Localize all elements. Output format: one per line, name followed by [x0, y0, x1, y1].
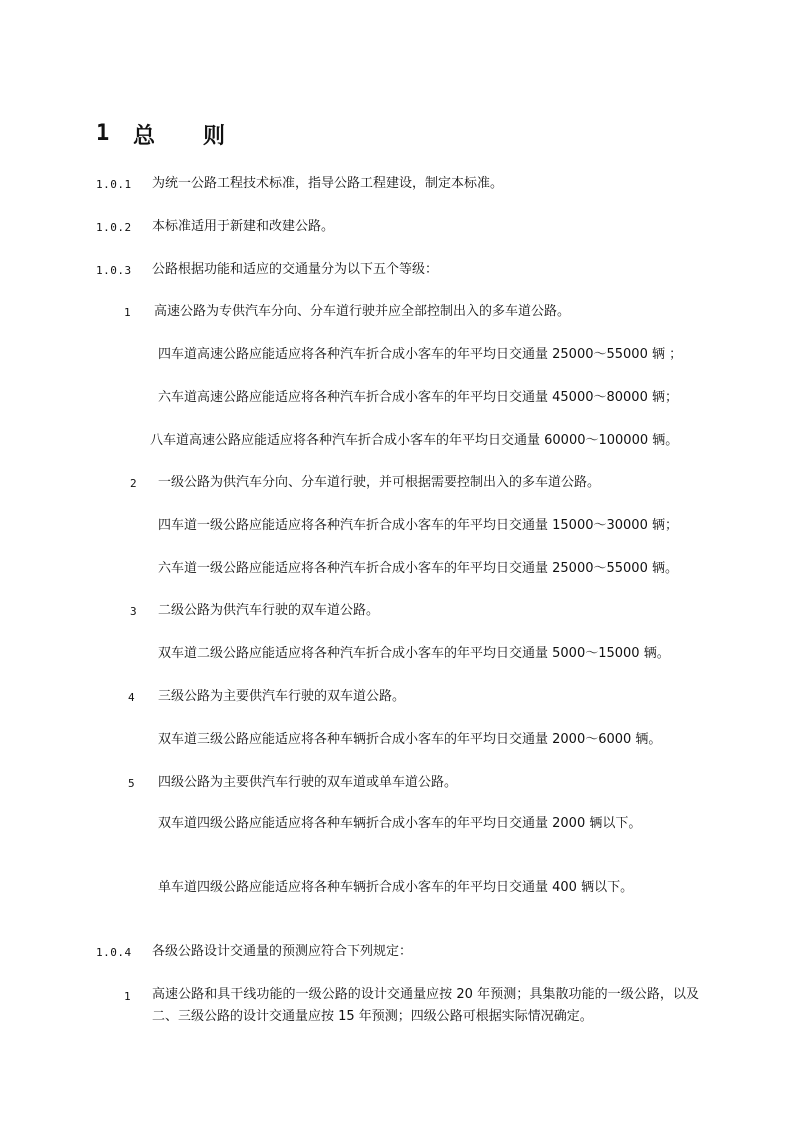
detail-text: 单车道四级公路应能适应将各种车辆折合成小客车的年平均日交通量 400 辆以下。: [158, 880, 634, 895]
detail-text: 六车道高速公路应能适应将各种汽车折合成小客车的年平均日交通量 45000～80000 辆；: [158, 390, 678, 405]
section-number: 1.0.4: [96, 946, 132, 959]
item-number: 3: [130, 605, 138, 618]
section-number: 1.0.3: [96, 264, 132, 277]
item-text: 高速公路为专供汽车分向、分车道行驶并应全部控制出入的多车道公路。: [154, 304, 571, 319]
detail-text: 双车道三级公路应能适应将各种车辆折合成小客车的年平均日交通量 2000～6000 辆。: [158, 732, 662, 747]
section-number: 1.0.2: [96, 221, 132, 234]
item-number: 1: [124, 990, 132, 1003]
section-text: 公路根据功能和适应的交通量分为以下五个等级：: [152, 262, 439, 277]
item-text: 高速公路和具干线功能的一级公路的设计交通量应按 20 年预测；具集散功能的一级公路，以及二、三级公路的设计交通量应按 15 年预测；四级公路可根据实际情况确定。: [152, 987, 699, 1024]
detail-text: 双车道四级公路应能适应将各种车辆折合成小客车的年平均日交通量 2000 辆以下。: [158, 816, 642, 831]
item-text: 二级公路为供汽车行驶的双车道公路。: [158, 603, 380, 618]
detail-text: 四车道一级公路应能适应将各种汽车折合成小客车的年平均日交通量 15000～30000 辆；: [158, 518, 678, 533]
item-text: 一级公路为供汽车分向、分车道行驶，并可根据需要控制出入的多车道公路。: [158, 475, 601, 490]
chapter-title: 总则: [133, 124, 274, 149]
item-text: 三级公路为主要供汽车行驶的双车道公路。: [158, 689, 406, 704]
item-text: 四级公路为主要供汽车行驶的双车道或单车道公路。: [158, 775, 458, 790]
section-number: 1.0.1: [96, 178, 132, 191]
item-number: 5: [128, 777, 136, 790]
section-text: 为统一公路工程技术标准，指导公路工程建设，制定本标准。: [152, 176, 504, 191]
chapter-number: 1: [96, 121, 110, 146]
item-number: 2: [130, 477, 138, 490]
detail-text: 双车道二级公路应能适应将各种汽车折合成小客车的年平均日交通量 5000～15000 辆。: [158, 646, 670, 661]
detail-text: 四车道高速公路应能适应将各种汽车折合成小客车的年平均日交通量 25000～55000 辆 ；: [158, 347, 683, 362]
section-text: 各级公路设计交通量的预测应符合下列规定：: [152, 944, 413, 959]
item-number: 4: [128, 691, 136, 704]
section-text: 本标准适用于新建和改建公路。: [152, 219, 335, 234]
detail-text: 六车道一级公路应能适应将各种汽车折合成小客车的年平均日交通量 25000～55000 辆。: [158, 561, 678, 576]
item-number: 1: [124, 306, 132, 319]
detail-text: 八车道高速公路应能适应将各种汽车折合成小客车的年平均日交通量 60000～100000 辆。: [150, 433, 679, 448]
